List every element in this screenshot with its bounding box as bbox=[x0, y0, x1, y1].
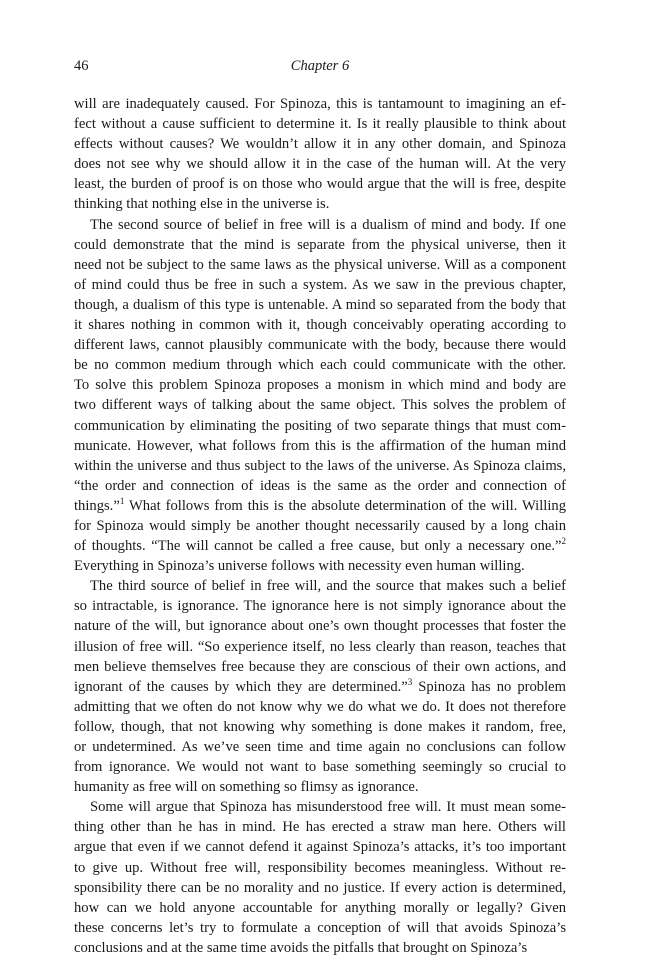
text-line: ignorant of the causes by which they are determined.”$^3$ Spinoza has no problem bbox=[74, 676, 566, 695]
text-line: things.”$^1$ What follows from this is the absolute determination of the will. Willing bbox=[74, 495, 566, 514]
text-line: conclusions and at the same time avoids the pitfalls that brought on Spinoza’s bbox=[74, 939, 528, 956]
text-line: to give up. Without free will, responsibility becomes meaningless. Without re- bbox=[74, 859, 566, 876]
text-line: does not see why we should allow it in the case of the human will. At the very bbox=[74, 156, 566, 173]
text-line: To solve this problem Spinoza proposes a monism in which mind and body are bbox=[74, 377, 566, 394]
text-line: humanity as free will on something so flimsy as ignorance. bbox=[74, 779, 419, 796]
text-line: communication by eliminating the positing of two separate things that must com- bbox=[74, 417, 566, 434]
text-line: effects without causes? We wouldn’t allow it in any other domain, and Spinoza bbox=[74, 136, 566, 153]
text-line: men believe themselves free because they are conscious of their own actions, and bbox=[74, 658, 566, 675]
text-line: nature of the will, but ignorance about one’s own thought processes that foster the bbox=[74, 618, 566, 635]
text-line: within the universe and thus subject to the laws of the universe. As Spinoza claims, bbox=[74, 457, 566, 474]
footnote-marker: 2 bbox=[561, 536, 566, 547]
paragraph bbox=[74, 576, 566, 797]
text-line: so intractable, is ignorance. The ignorance here is not simply ignorance about the bbox=[74, 598, 566, 615]
text-line: from ignorance. We would not want to base something seemingly so crucial to bbox=[74, 759, 566, 776]
text-line: illusion of free will. “So experience itself, no less clearly than reason, teaches that bbox=[74, 638, 566, 655]
text-line: fect without a cause sufficient to determine it. Is it really plausible to think about bbox=[74, 116, 566, 133]
page-header bbox=[74, 58, 566, 78]
paragraph bbox=[74, 797, 566, 958]
text-line: admitting that we often do not know why we do what we do. It does not therefore bbox=[74, 698, 566, 715]
text-line: least, the burden of proof is on those who would argue that the will is free, despite bbox=[74, 176, 566, 193]
text-line: or undetermined. As we’ve seen time and time again no conclusions can follow bbox=[74, 739, 566, 755]
text-line: though, a dualism of this type is untenable. A mind so separated from the body that bbox=[74, 296, 566, 313]
text-line: of thoughts. “The will cannot be called a free cause, but only a necessary one.”$^2$ bbox=[74, 536, 566, 555]
text-line: Some will argue that Spinoza has misunderstood free will. It must mean some- bbox=[90, 799, 566, 816]
footnote-marker: 3 bbox=[407, 676, 413, 687]
text-line: different laws, cannot plausibly communicate with the body, because there would bbox=[74, 337, 566, 354]
text-line: “the order and connection of ideas is the same as the order and connection of bbox=[74, 477, 566, 494]
text-line: sponsibility there can be no morality and no justice. If every action is determined, bbox=[74, 879, 566, 896]
text-line: follow, though, that not knowing why something is done makes it random, free, bbox=[74, 718, 566, 735]
text-line: thing other than he has in mind. He has erected a straw man here. Others will bbox=[74, 819, 566, 836]
text-line: Everything in Spinoza’s universe follows with necessity even human willing. bbox=[74, 558, 525, 575]
paragraph bbox=[74, 94, 566, 215]
running-head: Chapter 6 bbox=[290, 58, 350, 74]
text-line: argue that even if we cannot defend it against Spinoza’s attacks, it’s too important bbox=[74, 839, 566, 856]
text-line: it shares nothing in common with it, though conceivably operating according to bbox=[74, 317, 566, 334]
footnote-marker: 1 bbox=[119, 495, 125, 506]
text-line: will are inadequately caused. For Spinoza, this is tantamount to imagining an ef- bbox=[74, 96, 566, 112]
text-line: these concerns let’s try to formulate a conception of will that avoids Spinoza’s bbox=[74, 919, 566, 936]
text-line: thinking that nothing else in the universe is. bbox=[74, 196, 330, 213]
body-text bbox=[74, 94, 566, 958]
text-line: municate. However, what follows from this is the affirmation of the human mind bbox=[74, 437, 566, 454]
text-line: be no common medium through which each could communicate with the other. bbox=[74, 357, 566, 374]
text-line: for Spinoza would simply be another thought necessarily caused by a long chain bbox=[74, 517, 566, 534]
text-line: how can we hold anyone accountable for anything morally or legally? Given bbox=[74, 899, 566, 916]
paragraph bbox=[74, 215, 566, 577]
text-line: The third source of belief in free will, and the source that makes such a belief bbox=[90, 578, 566, 595]
text-line: of mind could thus be free in such a system. As we saw in the previous chapter, bbox=[74, 276, 566, 293]
text-line: need not be subject to the same laws as the physical universe. Will as a component bbox=[74, 256, 566, 273]
text-line: could demonstrate that the mind is separate from the physical universe, then it bbox=[74, 236, 566, 253]
text-line: two different ways of talking about the same object. This solves the problem of bbox=[74, 397, 566, 414]
text-line: The second source of belief in free will is a dualism of mind and body. If one bbox=[90, 216, 566, 233]
page-number: 46 bbox=[74, 58, 89, 74]
